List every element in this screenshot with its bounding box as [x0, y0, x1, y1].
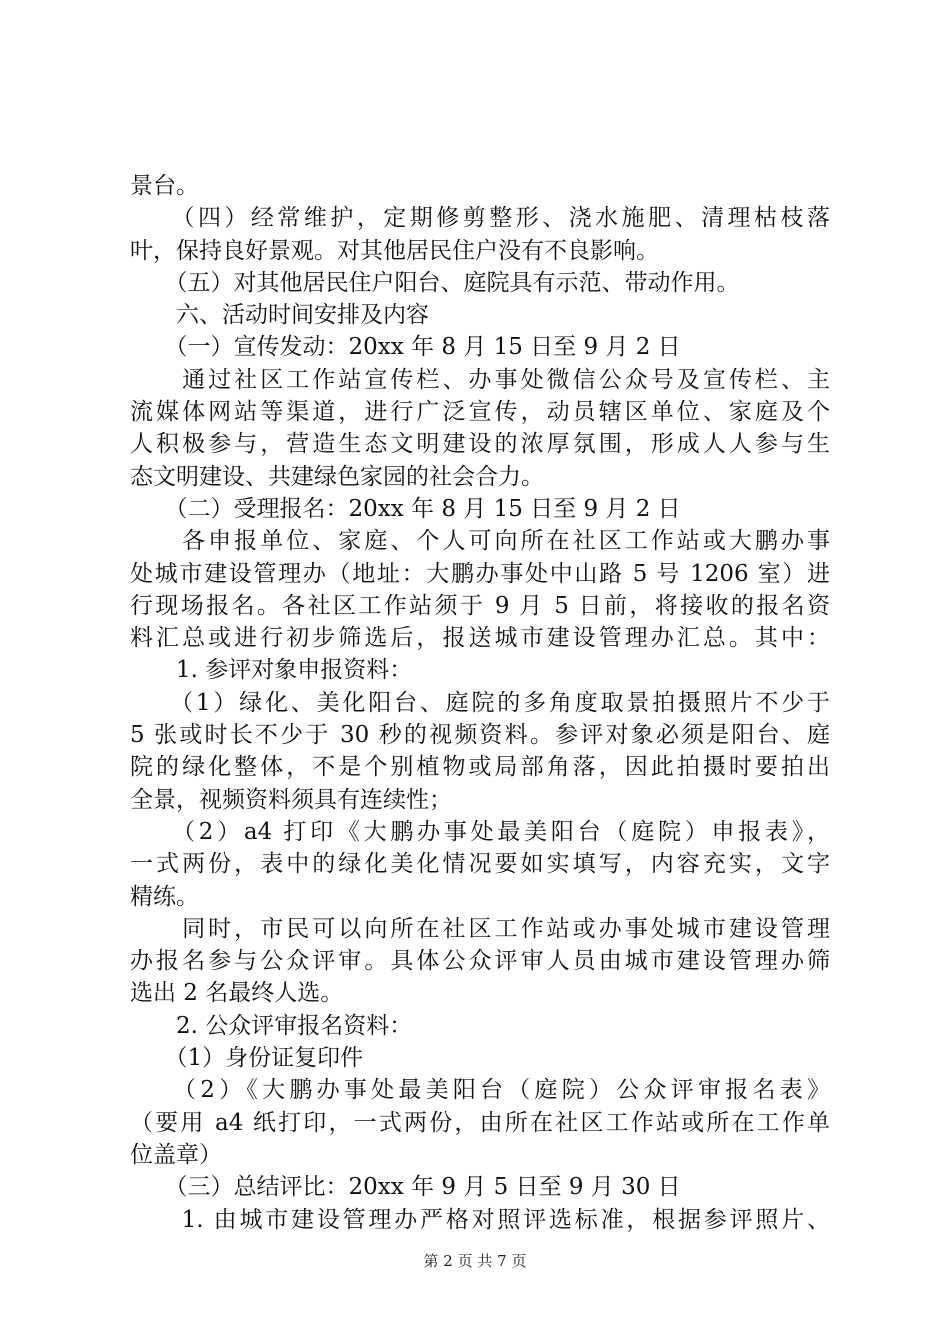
text-line: 通过社区工作站宣传栏、办事处微信公众号及宣传栏、主 — [130, 366, 830, 393]
text-line: 位盖章） — [130, 1141, 222, 1168]
text-line: 办报名参与公众评审。具体公众评审人员由城市建设管理办筛 — [130, 948, 830, 975]
text-line: 叶，保持良好景观。对其他居民住户没有不良影响。 — [130, 237, 659, 264]
section-heading: 六、活动时间安排及内容 — [130, 302, 429, 329]
text-line: 景台。 — [130, 173, 199, 199]
list-heading: 1. 参评对象申报资料： — [130, 657, 413, 684]
text-line: （要用 a4 纸打印，一式两份，由所在社区工作站或所在工作单 — [130, 1109, 830, 1136]
subsection-heading: （三）总结评比：20xx 年 9 月 5 日至 9 月 30 日 — [130, 1174, 681, 1201]
text-line: 处城市建设管理办（地址：大鹏办事处中山路 5 号 1206 室）进 — [130, 560, 830, 587]
text-line: 一式两份，表中的绿化美化情况要如实填写，内容充实，文字 — [130, 851, 830, 878]
text-line: 料汇总或进行初步筛选后，报送城市建设管理办汇总。其中： — [130, 625, 830, 652]
text-line: （2）a4 打印《大鹏办事处最美阳台（庭院）申报表》， — [130, 818, 830, 845]
text-line: 行现场报名。各社区工作站须于 9 月 5 日前，将接收的报名资 — [130, 592, 830, 619]
list-item: （1）身份证复印件 — [130, 1045, 364, 1072]
text-line: （五）对其他居民住户阳台、庭院具有示范、带动作用。 — [130, 269, 740, 296]
text-line: （四）经常维护，定期修剪整形、浇水施肥、清理枯枝落 — [130, 205, 830, 232]
text-line: 精练。 — [130, 883, 199, 910]
text-line: 全景，视频资料须具有连续性； — [130, 786, 452, 813]
list-item: （2）《大鹏办事处最美阳台（庭院）公众评审报名表》 — [130, 1077, 830, 1104]
list-heading: 2. 公众评审报名资料： — [130, 1012, 413, 1039]
subsection-heading: （一）宣传发动：20xx 年 8 月 15 日至 9 月 2 日 — [130, 334, 681, 361]
text-line: 1. 由城市建设管理办严格对照评选标准，根据参评照片、 — [130, 1206, 830, 1233]
text-line: 各申报单位、家庭、个人可向所在社区工作站或大鹏办事 — [130, 528, 830, 555]
text-line: 同时，市民可以向所在社区工作站或办事处城市建设管理 — [130, 915, 830, 942]
page-number-footer: 第 2 页 共 7 页 — [423, 1252, 527, 1270]
text-line: 态文明建设、共建绿色家园的社会合力。 — [130, 463, 544, 490]
text-line: 5 张或时长不少于 30 秒的视频资料。参评对象必须是阳台、庭 — [130, 722, 830, 749]
text-line: 院的绿化整体，不是个别植物或局部角落，因此拍摄时要拍出 — [130, 754, 830, 781]
text-line: 流媒体网站等渠道，进行广泛宣传，动员辖区单位、家庭及个 — [130, 399, 830, 426]
subsection-heading: （二）受理报名：20xx 年 8 月 15 日至 9 月 2 日 — [130, 495, 681, 522]
text-line: 选出 2 名最终人选。 — [130, 980, 344, 1007]
text-line: 人积极参与，营造生态文明建设的浓厚氛围，形成人人参与生 — [130, 431, 830, 458]
document-body — [130, 170, 830, 1236]
text-line: （1）绿化、美化阳台、庭院的多角度取景拍摄照片不少于 — [130, 689, 830, 716]
